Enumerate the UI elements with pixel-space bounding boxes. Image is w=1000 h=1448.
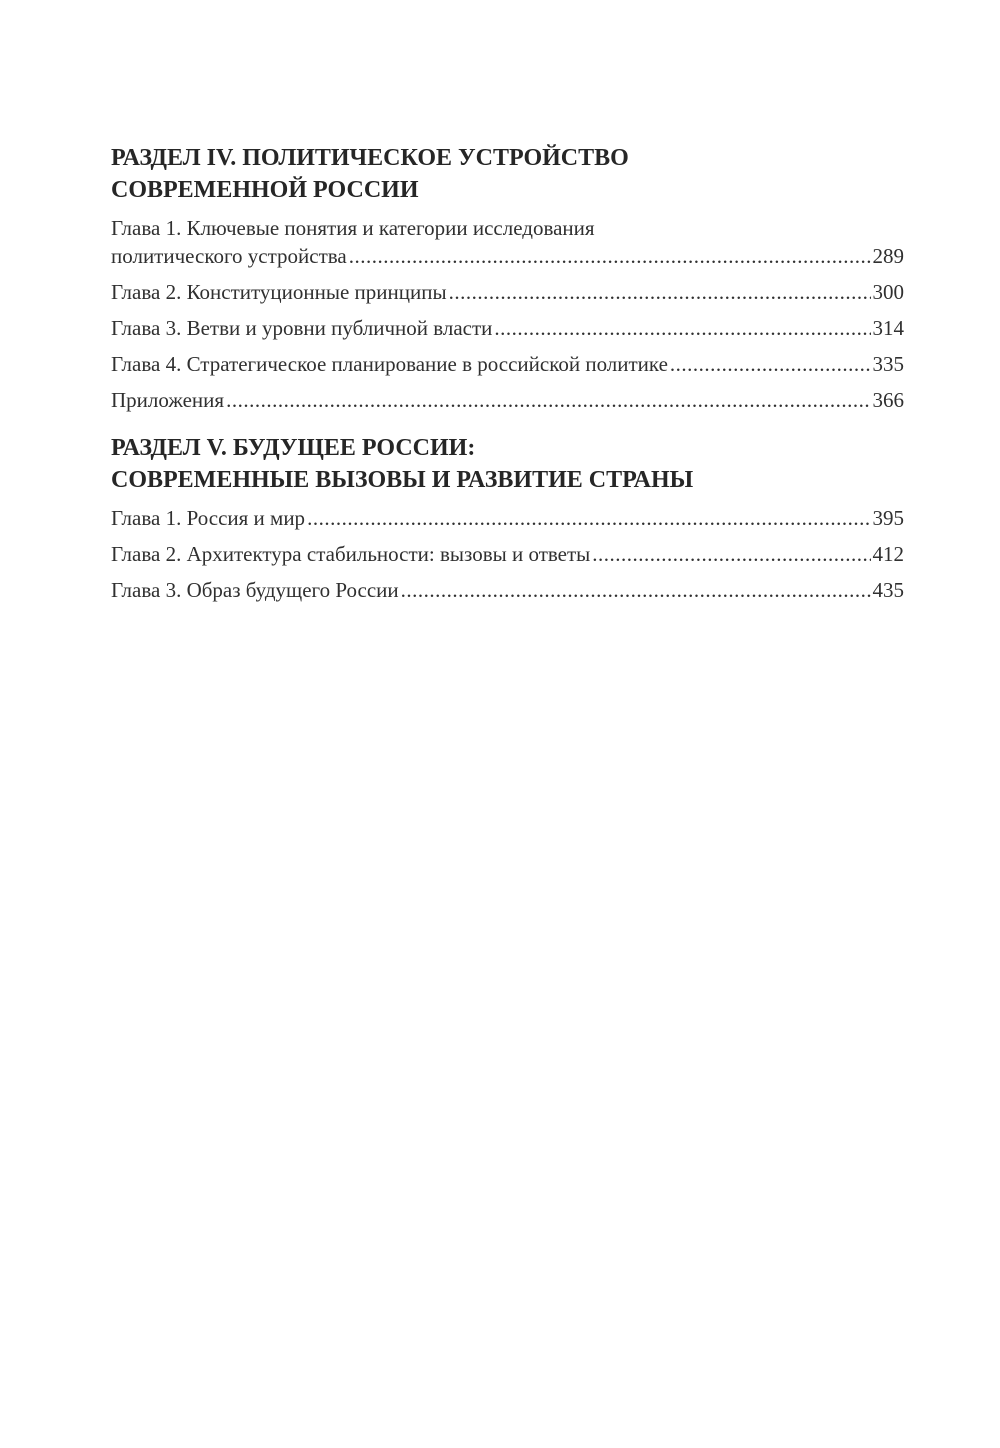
page-number: 395 — [872, 506, 904, 530]
page-number: 289 — [872, 244, 904, 268]
toc-entry-title: Глава 2. Архитектура стабильности: вызовы и ответы — [111, 542, 591, 566]
toc-entry-chapter-3[interactable] — [111, 314, 904, 342]
page-number: 335 — [872, 352, 904, 376]
toc-entry-chapter-2[interactable] — [111, 278, 904, 306]
dot-leader — [670, 350, 871, 378]
page-number: 300 — [872, 280, 904, 304]
dot-leader — [349, 242, 871, 270]
toc-entry-chapter-1[interactable] — [111, 504, 904, 532]
page-number: 412 — [872, 542, 904, 566]
page-number: 435 — [872, 578, 904, 602]
table-of-contents — [111, 142, 904, 604]
section-title-line: РАЗДЕЛ IV. ПОЛИТИЧЕСКОЕ УСТРОЙСТВО — [111, 145, 629, 171]
toc-entry-title: Глава 3. Ветви и уровни публичной власти — [111, 316, 493, 340]
toc-entry-title: Глава 2. Конституционные принципы — [111, 280, 447, 304]
page-number: 314 — [872, 316, 904, 340]
dot-leader — [449, 278, 871, 306]
dot-leader — [592, 540, 870, 568]
section-title-line: РАЗДЕЛ V. БУДУЩЕЕ РОССИИ: — [111, 435, 476, 461]
toc-section-4 — [111, 142, 904, 414]
dot-leader — [307, 504, 870, 532]
toc-entry-title: политического устройства — [111, 244, 347, 268]
toc-entry-title: Глава 4. Стратегическое планирование в российской политике — [111, 352, 668, 376]
toc-entry-chapter-1[interactable] — [111, 214, 904, 270]
toc-entry-title: Приложения — [111, 388, 225, 412]
section-title-line: СОВРЕМЕННЫЕ ВЫЗОВЫ И РАЗВИТИЕ СТРАНЫ — [111, 467, 694, 493]
toc-entry-title: Глава 1. Россия и мир — [111, 506, 306, 530]
section-title-line: СОВРЕМЕННОЙ РОССИИ — [111, 177, 419, 203]
toc-entry-chapter-3[interactable] — [111, 576, 904, 604]
toc-entry-title: Глава 3. Образ будущего России — [111, 578, 399, 602]
dot-leader — [494, 314, 870, 342]
toc-section-5 — [111, 432, 904, 604]
dot-leader — [226, 386, 870, 414]
page-number: 366 — [872, 388, 904, 412]
toc-entry-chapter-4[interactable] — [111, 350, 904, 378]
section-title — [111, 432, 904, 496]
toc-entry-appendix[interactable] — [111, 386, 904, 414]
toc-entry-title-line: Глава 1. Ключевые понятия и категории исследования — [111, 216, 595, 240]
section-title — [111, 142, 904, 206]
dot-leader — [401, 576, 871, 604]
toc-entry-chapter-2[interactable] — [111, 540, 904, 568]
